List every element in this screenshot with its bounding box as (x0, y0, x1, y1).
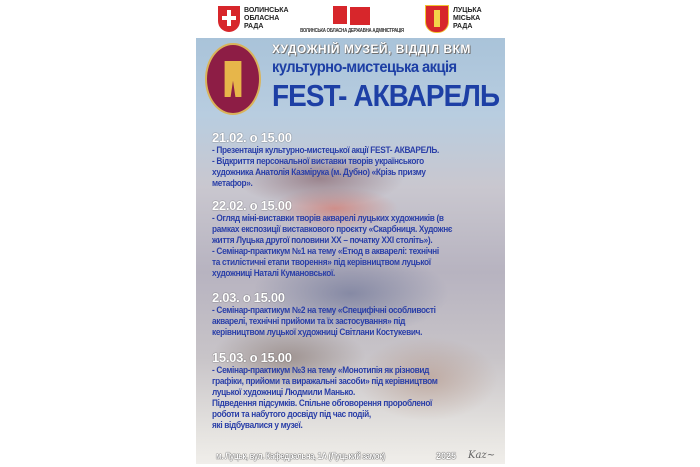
logo-text: ОБЛАСНА (244, 15, 280, 22)
logo-text: РАДА (453, 23, 473, 30)
logo-text: ВОЛИНСЬКА (244, 7, 289, 14)
event-line: - Відкриття персональної виставки творів українського (212, 156, 424, 166)
event-line: - Семінар-практикум №2 на тему «Специфічні особливості (212, 305, 436, 315)
poster-title: FEST- АКВАРЕЛЬ (272, 78, 500, 113)
logo-text: РАДА (244, 23, 264, 30)
event-line: роботи та набутого досвіду під час подій, (212, 409, 371, 419)
poster-subtitle: культурно-мистецька акція (272, 59, 457, 76)
event-line: луцької художниці Людмили Манько. (212, 387, 355, 397)
event-line: керівництвом луцької художниці Світлани Костукевич. (212, 327, 423, 337)
year: 2025 (436, 451, 457, 461)
event-line: - Огляд міні-виставки творів акварелі луцьких художників (в (212, 213, 444, 223)
volyn-shield-icon (218, 6, 240, 32)
event-block (212, 130, 502, 189)
event-line: - Презентація культурно-мистецької акції FEST- АКВАРЕЛЬ. (212, 145, 439, 155)
art-museum-emblem (205, 43, 261, 115)
event-date: 22.02. о 15.00 (212, 198, 292, 213)
lutsk-shield-icon (425, 5, 449, 33)
event-date: 21.02. о 15.00 (212, 130, 292, 145)
event-line: Підведення підсумків. Спільне обговорення проробленої (212, 398, 433, 408)
logo-text: МІСЬКА (453, 15, 481, 22)
event-block (212, 290, 502, 338)
administration-flag-icon (333, 6, 371, 26)
artist-signature: Kaz~ (468, 450, 496, 461)
organizer: ХУДОЖНІЙ МУЗЕЙ, ВІДДІЛ ВКМ (272, 42, 471, 56)
event-block (212, 350, 502, 431)
event-block (212, 198, 502, 279)
event-line: акварелі, технічні прийоми та їх застосування» під (212, 316, 406, 326)
poster (196, 38, 505, 464)
volyn-state-administration-logo (286, 6, 418, 34)
tower-icon (221, 61, 245, 97)
volyn-oblast-council-logo (218, 6, 289, 32)
event-line: рамках експозиції виставкового проєкту «Скарбниця. Художнє (212, 224, 453, 234)
event-line: та стилістичні етапи творення» під керівництвом луцької (212, 257, 431, 267)
lutsk-city-council-logo (425, 5, 482, 33)
event-line: метафор». (212, 178, 253, 188)
event-line: графіки, прийоми та виражальні засоби» під керівництвом (212, 376, 438, 386)
event-line: художника Анатолія Казмірука (м. Дубно) «Крізь призму (212, 167, 426, 177)
address: м. Луцьк, вул. Кафедральна, 1А (Луцький замок) (216, 451, 385, 461)
event-line: - Семінар-практикум №3 на тему «Монотипія як різновид (212, 365, 430, 375)
administration-caption: ВОЛИНСЬКА ОБЛАСНА ДЕРЖАВНА АДМІНІСТРАЦІЯ (300, 28, 404, 34)
event-line: життя Луцька другої половини ХХ – початку ХХІ століть»). (212, 235, 433, 245)
event-date: 2.03. о 15.00 (212, 290, 285, 305)
event-line: художниці Наталі Кумановської. (212, 268, 335, 278)
event-line: - Семінар-практикум №1 на тему «Етюд в акварелі: технічні (212, 246, 439, 256)
event-date: 15.03. о 15.00 (212, 350, 292, 365)
event-line: які відбувалися у музеї. (212, 420, 303, 430)
logo-text: ЛУЦЬКА (453, 7, 482, 14)
